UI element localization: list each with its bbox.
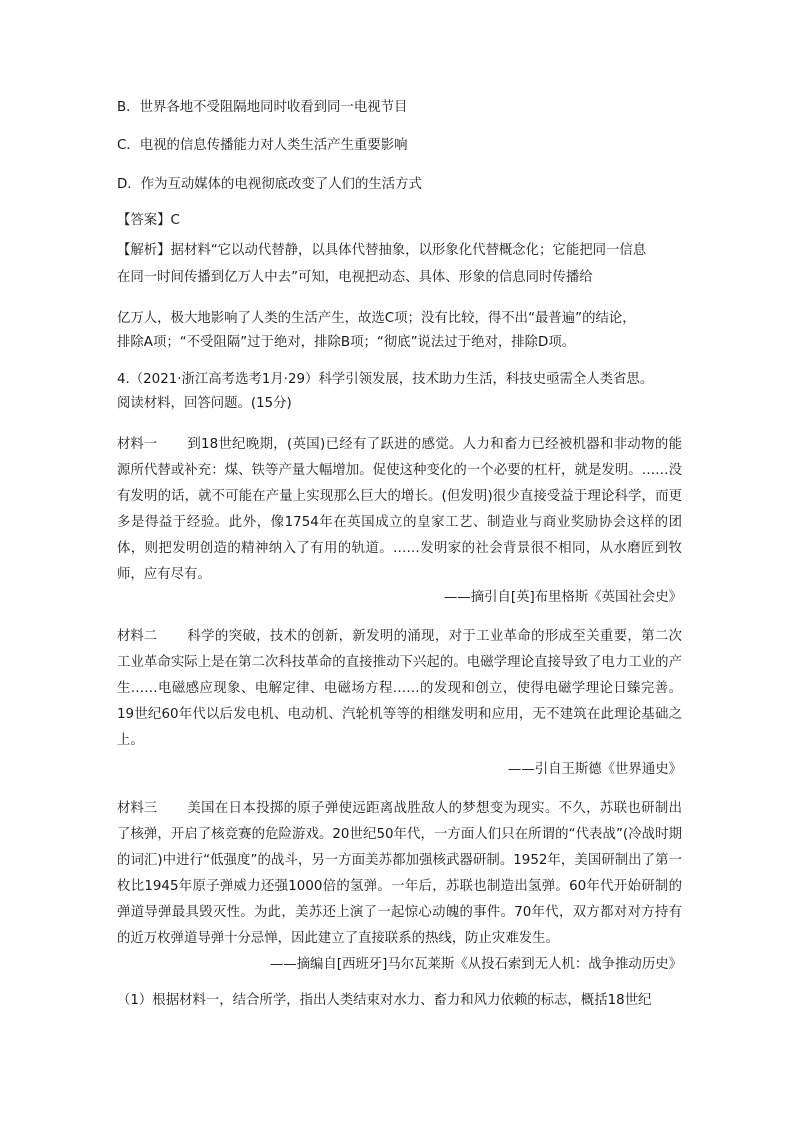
material-1-label: 材料一 — [117, 437, 158, 452]
question-4-line-2: 阅读材料，回答问题。(15分) — [117, 396, 292, 411]
material-3-source: ——摘编自[西班牙]马尔瓦莱斯《从投石索到无人机：战争推动历史》 — [269, 957, 682, 972]
answer: 【答案】C — [117, 213, 180, 228]
material-3-label: 材料三 — [117, 801, 158, 816]
material-1-text: 到18世纪晚期，(英国)已经有了跃进的感觉。人力和畜力已经被机器和非动物的能源所代替或补充：煤、铁等产量大幅增加。促使这种变化的一个必要的杠杆，就是发明。……没有发明的话，就不可能在产量上实现那么巨大的增长。(但发明)很少直接受益于理论科学，而更多是得益于经验。此外，像1754年在英国成立的皇家工艺、制造业与商业奖励协会这样的团体，则把发明创造的精神纳入了有用的轨道。……发明家的社会背景很不相同，从水磨匠到牧师，应有尽有。 — [117, 437, 682, 582]
material-2-source: ——引自王斯德《世界通史》 — [507, 762, 682, 777]
sub-question-1: （1）根据材料一，结合所学，指出人类结束对水力、畜力和风力依赖的标志，概括18世纪 — [117, 993, 652, 1008]
material-3-text: 美国在日本投掷的原子弹使远距离战胜敌人的梦想变为现实。不久，苏联也研制出了核弹，开启了核竞赛的危险游戏。20世纪50年代，一方面人们只在所谓的“代表战”(冷战时期的词汇)中进行“低强度”的战斗，另一方面美苏都加强核武器研制。1952年，美国研制出了第一枚比1945年原子弹威力还强1000倍的氢弹。一年后，苏联也制造出氢弹。60年代开始研制的弹道导弹最具毁灭性。为此，美苏还上演了一起惊心动魄的事件。70年代，双方都对对方持有的近万枚弹道导弹十分忌惮，因此建立了直接联系的热线，防止灾难发生。 — [117, 801, 682, 946]
analysis-line-4: 排除A项；“不受阻隔”过于绝对，排除B项；“彻底”说法过于绝对，排除D项。 — [117, 335, 576, 350]
analysis-line-2: 在同一时间传播到亿万人中去”可知，电视把动态、具体、形象的信息同时传播给 — [117, 270, 593, 285]
option-b: B．世界各地不受阻隔地同时收看到同一电视节目 — [117, 100, 408, 115]
material-1-source: ——摘引自[英]布里格斯《英国社会史》 — [443, 590, 682, 605]
material-3 — [117, 796, 682, 952]
analysis-line-3: 亿万人，极大地影响了人类的生活产生，故选C项；没有比较，得不出“最普遍”的结论， — [117, 311, 636, 326]
material-2-label: 材料二 — [117, 629, 158, 644]
material-2 — [117, 624, 682, 754]
question-4-line-1: 4.（2021·浙江高考选考1月·29）科学引领发展，技术助力生活，科技史亟需全人类省思。 — [117, 372, 654, 387]
option-d: D．作为互动媒体的电视彻底改变了人们的生活方式 — [117, 177, 422, 192]
material-1 — [117, 432, 682, 588]
option-c: C．电视的信息传播能力对人类生活产生重要影响 — [117, 138, 408, 153]
analysis-line-1: 【解析】据材料“它以动代替静，以具体代替抽象，以形象化代替概念化；它能把同一信息 — [117, 243, 647, 258]
material-2-text: 科学的突破，技术的创新，新发明的涌现，对于工业革命的形成至关重要，第二次工业革命实际上是在第二次科技革命的直接推动下兴起的。电磁学理论直接导致了电力工业的产生……电磁感应现象、电解定律、电磁场方程……的发现和创立，使得电磁学理论日臻完善。19世纪60年代以后发电机、电动机、汽轮机等等的相继发明和应用，无不建筑在此理论基础之上。 — [117, 629, 682, 748]
